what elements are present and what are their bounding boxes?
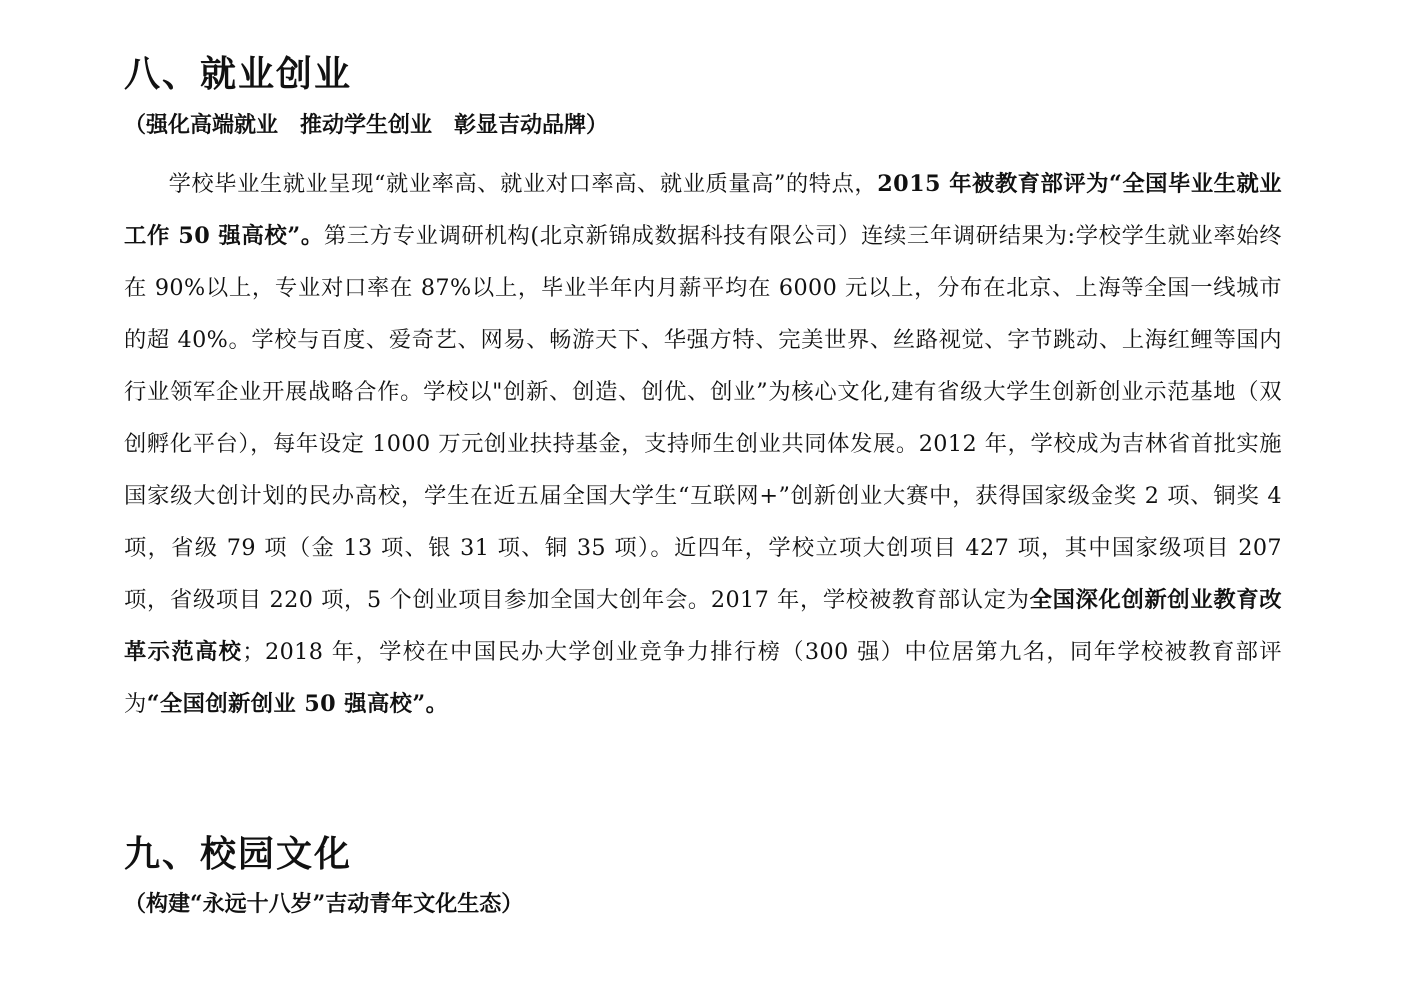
paragraph-bold-text: 全国深化创新创业教育改革示范高校 [124,587,1282,665]
paragraph-bold-text: “全国创新创业 50 强高校”。 [146,691,449,717]
section-heading-employment: 八、就业创业 [124,53,353,95]
section-subtitle-campus-culture: （构建“永远十八岁”吉动青年文化生态） [124,891,524,917]
paragraph-text: 第三方专业调研机构(北京新锦成数据科技有限公司）连续三年调研结果为:学校学生就业率始终在 90%以上，专业对口率在 87%以上，毕业半年内月薪平均在 6000 元以上，分布在北京、上海等全国一线城市的超 40%。学校与百度、爱奇艺、网易、畅游天下、华强方特、完美世界、丝路视觉、字节跳动、上海红鲤等国内行业领军企业开展战略合作。学校以"创新、创造、创优、创业”为核心文化,建有省级大学生创新创业示范基地（双创孵化平台），每年设定 1000 万元创业扶持基金，支持师生创业共同体发展。2012 年，学校成为吉林省首批实施国家级大创计划的民办高校，学生在近五届全国大学生“互联网+”创新创业大赛中，获得国家级金奖 2 项、铜奖 4 项，省级 79 项（金 13 项、银 31 项、铜 35 项）。近四年，学校立项大创项目 427 项，其中国家级项目 207 项，省级项目 220 项，5 个创业项目参加全国大创年会。2017 年，学校被教育部认定为 [124,223,1282,613]
paragraph-bold-text: 2015 年被教育部评为“全国毕业生就业工作 50 强高校”。 [124,171,1282,249]
section-subtitle-employment: （强化高端就业 推动学生创业 彰显吉动品牌） [124,112,609,138]
paragraph-text: 学校毕业生就业呈现“就业率高、就业对口率高、就业质量高”的特点， [168,171,878,197]
section-heading-campus-culture: 九、校园文化 [124,833,353,875]
employment-paragraph [124,158,1282,730]
paragraph-text: ；2018 年，学校在中国民办大学创业竞争力排行榜（300 强）中位居第九名，同年学校被教育部评为 [124,639,1282,717]
